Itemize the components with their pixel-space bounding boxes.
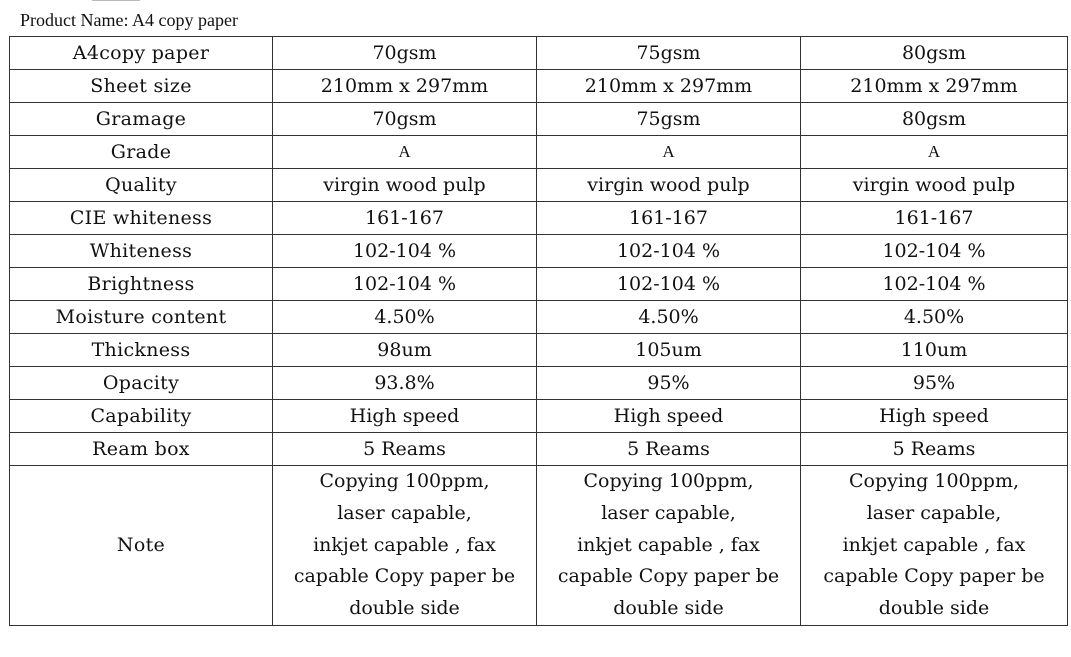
row-label: Brightness bbox=[10, 268, 273, 301]
note-cell-80gsm bbox=[801, 466, 1068, 626]
cell-80gsm: 161-167 bbox=[801, 202, 1068, 235]
table-row-note bbox=[10, 466, 1068, 626]
header-cell-75gsm: 75gsm bbox=[537, 37, 801, 70]
cropped-top-line bbox=[92, 0, 140, 4]
paper-spec-table bbox=[9, 36, 1068, 626]
row-label: Opacity bbox=[10, 367, 273, 400]
cell-80gsm: High speed bbox=[801, 400, 1068, 433]
note-line: Copying 100ppm, bbox=[583, 470, 754, 492]
note-line: Copying 100ppm, bbox=[848, 470, 1020, 492]
cell-80gsm: 110um bbox=[801, 334, 1068, 367]
cell-75gsm: High speed bbox=[537, 400, 801, 433]
row-label: CIE whiteness bbox=[10, 202, 273, 235]
cell-75gsm: 102-104 % bbox=[537, 235, 801, 268]
table-row-ream-box bbox=[10, 433, 1068, 466]
table-row-brightness bbox=[10, 268, 1068, 301]
cell-70gsm: virgin wood pulp bbox=[273, 169, 537, 202]
cell-75gsm: virgin wood pulp bbox=[537, 169, 801, 202]
row-label: Grade bbox=[10, 136, 273, 169]
cell-75gsm: 4.50% bbox=[537, 301, 801, 334]
cell-75gsm: 75gsm bbox=[537, 103, 801, 136]
note-line: inkjet capable , fax bbox=[313, 533, 496, 556]
note-line: capable Copy paper be bbox=[557, 565, 780, 588]
table-row-whiteness bbox=[10, 235, 1068, 268]
table-row-capability bbox=[10, 400, 1068, 433]
cell-70gsm: 70gsm bbox=[273, 103, 537, 136]
cell-80gsm: 102-104 % bbox=[801, 268, 1068, 301]
note-line: double side bbox=[613, 597, 724, 620]
note-line: inkjet capable , fax bbox=[842, 533, 1026, 556]
cell-70gsm: 98um bbox=[273, 334, 537, 367]
cell-80gsm: virgin wood pulp bbox=[801, 169, 1068, 202]
note-line: double side bbox=[878, 597, 990, 620]
note-line: laser capable, bbox=[337, 501, 472, 524]
row-label: Capability bbox=[10, 400, 273, 433]
row-label: Ream box bbox=[10, 433, 273, 466]
note-line: capable Copy paper be bbox=[293, 565, 516, 588]
note-line: capable Copy paper be bbox=[823, 565, 1045, 588]
cell-80gsm: A bbox=[801, 136, 1068, 169]
cell-70gsm: 93.8% bbox=[273, 367, 537, 400]
table-row-quality bbox=[10, 169, 1068, 202]
row-label: Whiteness bbox=[10, 235, 273, 268]
cell-80gsm: 95% bbox=[801, 367, 1068, 400]
header-cell-70gsm: 70gsm bbox=[273, 37, 537, 70]
table-row-gramage bbox=[10, 103, 1068, 136]
cell-70gsm: 102-104 % bbox=[273, 268, 537, 301]
header-cell-80gsm: 80gsm bbox=[801, 37, 1068, 70]
cell-75gsm: A bbox=[537, 136, 801, 169]
row-label: Note bbox=[10, 466, 273, 626]
cell-75gsm: 102-104 % bbox=[537, 268, 801, 301]
row-label: Quality bbox=[10, 169, 273, 202]
row-label: Sheet size bbox=[10, 70, 273, 103]
cell-70gsm: 4.50% bbox=[273, 301, 537, 334]
note-line: laser capable, bbox=[866, 501, 1002, 524]
cell-70gsm: High speed bbox=[273, 400, 537, 433]
table-header-row bbox=[10, 37, 1068, 70]
table-row-thickness bbox=[10, 334, 1068, 367]
row-label: Gramage bbox=[10, 103, 273, 136]
cell-70gsm: 210mm x 297mm bbox=[273, 70, 537, 103]
cell-75gsm: 161-167 bbox=[537, 202, 801, 235]
note-line: laser capable, bbox=[601, 501, 736, 524]
table-row-moisture-content bbox=[10, 301, 1068, 334]
cell-80gsm: 4.50% bbox=[801, 301, 1068, 334]
cell-80gsm: 102-104 % bbox=[801, 235, 1068, 268]
cell-80gsm: 210mm x 297mm bbox=[801, 70, 1068, 103]
note-line: inkjet capable , fax bbox=[577, 533, 760, 556]
cell-75gsm: 210mm x 297mm bbox=[537, 70, 801, 103]
cell-70gsm: 161-167 bbox=[273, 202, 537, 235]
cell-70gsm: 102-104 % bbox=[273, 235, 537, 268]
product-name-text: Product Name: A4 copy paper bbox=[20, 10, 238, 30]
cell-80gsm: 80gsm bbox=[801, 103, 1068, 136]
cell-75gsm: 5 Reams bbox=[537, 433, 801, 466]
cell-80gsm: 5 Reams bbox=[801, 433, 1068, 466]
row-label: Moisture content bbox=[10, 301, 273, 334]
cell-75gsm: 95% bbox=[537, 367, 801, 400]
cell-75gsm: 105um bbox=[537, 334, 801, 367]
note-cell-75gsm bbox=[537, 466, 801, 626]
note-line: Copying 100ppm, bbox=[319, 470, 490, 492]
note-cell-70gsm bbox=[273, 466, 537, 626]
table-row-opacity bbox=[10, 367, 1068, 400]
table-row-cie-whiteness bbox=[10, 202, 1068, 235]
table-row-sheet-size bbox=[10, 70, 1068, 103]
note-line: double side bbox=[349, 597, 460, 620]
cell-70gsm: 5 Reams bbox=[273, 433, 537, 466]
table-row-grade bbox=[10, 136, 1068, 169]
row-label: Thickness bbox=[10, 334, 273, 367]
cell-70gsm: A bbox=[273, 136, 537, 169]
header-cell-product: A4copy paper bbox=[10, 37, 273, 70]
